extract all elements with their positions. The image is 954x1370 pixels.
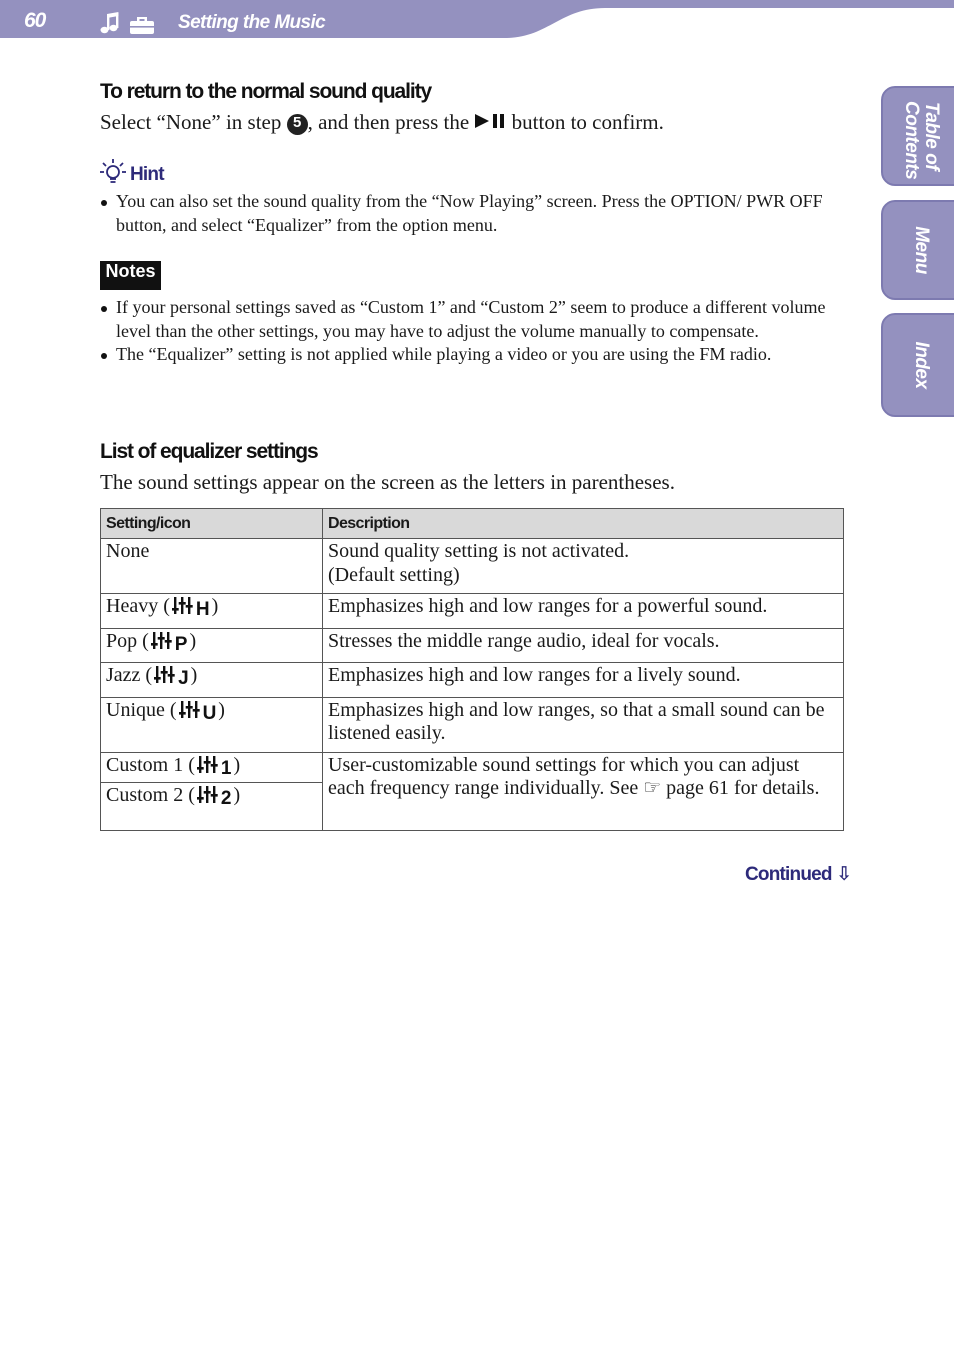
play-pause-icon: [474, 113, 506, 129]
setting-cell: Pop ( P ): [101, 628, 323, 663]
section-heading-normal-quality: To return to the normal sound quality: [100, 80, 432, 103]
setting-cell: Custom 2 ( 2 ): [101, 783, 323, 831]
description-cell: User-customizable sound settings for which you can adjust each frequency range individually. See ☞ page 61 for details.: [323, 752, 844, 831]
pointing-hand-icon: ☞: [643, 777, 662, 799]
description-cell: Emphasizes high and low ranges for a powerful sound.: [323, 594, 844, 629]
equalizer-heavy-icon: H: [172, 596, 210, 622]
tab-menu[interactable]: [881, 200, 954, 300]
tab-label: Menu: [911, 226, 932, 274]
equalizer-jazz-icon: J: [154, 665, 189, 691]
list-item: The “Equalizer” setting is not applied while playing a video or you are using the FM radio.: [100, 343, 830, 367]
return-instruction: Select “None” in step 5 , and then press the button to confirm.: [100, 110, 664, 134]
tab-table-of-contents[interactable]: [881, 86, 954, 186]
table-row: [101, 752, 844, 783]
section-heading-equalizer-list: List of equalizer settings: [100, 440, 318, 463]
description-cell: Stresses the middle range audio, ideal for vocals.: [323, 628, 844, 663]
notes-list: [100, 296, 830, 367]
setting-cell: Jazz ( J ): [101, 663, 323, 698]
equalizer-custom2-icon: 2: [197, 785, 232, 811]
page-header: [0, 0, 954, 40]
setting-cell: Custom 1 ( 1 ): [101, 752, 323, 783]
continued-link[interactable]: Continued ⇩: [745, 864, 852, 885]
table-row: [101, 594, 844, 629]
description-cell: Emphasizes high and low ranges for a lively sound.: [323, 663, 844, 698]
table-row: [101, 628, 844, 663]
hint-label: Hint: [130, 164, 164, 185]
step-number-badge: 5: [287, 114, 308, 135]
equalizer-unique-icon: U: [179, 700, 217, 726]
page-number: 60: [24, 9, 46, 32]
tab-label: Index: [911, 341, 932, 389]
tab-label: Table of Contents: [901, 101, 942, 180]
header-title: Setting the Music: [178, 12, 326, 33]
lightbulb-icon: [99, 157, 129, 189]
page-reference-link[interactable]: page 61: [666, 777, 729, 799]
toolbox-icon: [130, 17, 154, 34]
notes-badge: Notes: [100, 261, 161, 290]
setting-cell: None: [101, 539, 323, 594]
description-cell: Sound quality setting is not activated. (Default setting): [323, 539, 844, 594]
list-item: You can also set the sound quality from the “Now Playing” screen. Press the OPTION/ PWR OFF button, and select “Equalizer” from the option menu.: [100, 190, 830, 237]
column-header-description: Description: [323, 509, 844, 539]
equalizer-table: [100, 508, 844, 831]
tab-index[interactable]: [881, 313, 954, 417]
column-header-setting: Setting/icon: [101, 509, 323, 539]
equalizer-pop-icon: P: [151, 631, 188, 657]
table-row: [101, 663, 844, 698]
hint-list: [100, 190, 830, 237]
table-row: [101, 539, 844, 594]
equalizer-intro: The sound settings appear on the screen as the letters in parentheses.: [100, 470, 675, 494]
setting-cell: Unique ( U ): [101, 697, 323, 752]
table-header-row: [101, 509, 844, 539]
arrow-down-icon: ⇩: [836, 864, 852, 885]
list-item: If your personal settings saved as “Custom 1” and “Custom 2” seem to produce a different volume level than the other settings, you may have to adjust the volume manually to compensate.: [100, 296, 830, 343]
music-note-icon: [101, 12, 119, 33]
description-cell: Emphasizes high and low ranges, so that a small sound can be listened easily.: [323, 697, 844, 752]
setting-cell: Heavy ( H ): [101, 594, 323, 629]
table-row: [101, 697, 844, 752]
equalizer-custom1-icon: 1: [197, 755, 232, 781]
